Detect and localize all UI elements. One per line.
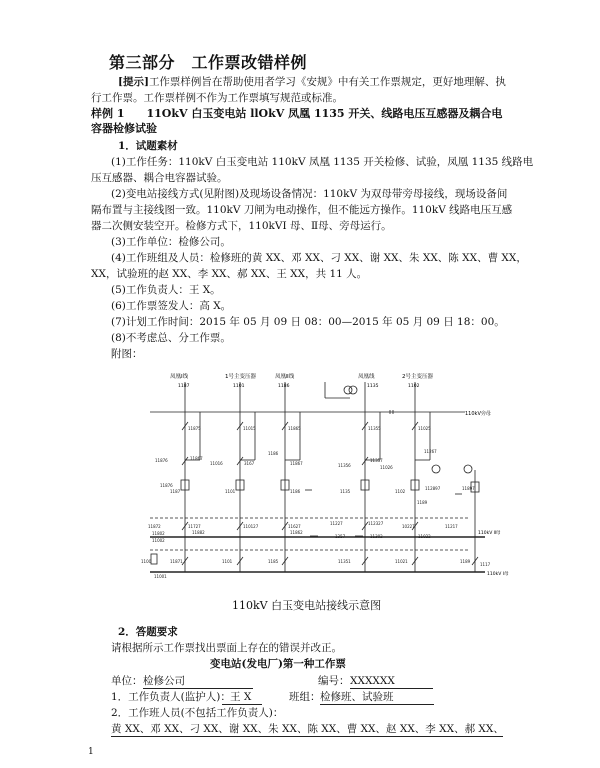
- item-line: 压互感器、耦合电容器试验。: [91, 172, 228, 184]
- switch-code: 1117: [480, 562, 491, 567]
- form-number-label: 编号：: [318, 675, 350, 687]
- page-title: 第三部分 工作票改错样例: [109, 53, 308, 72]
- switch-code: 11727: [188, 524, 201, 529]
- feeder-label: 凤凰Ⅱ线: [275, 374, 295, 380]
- feeder-label: 凤凰线: [358, 374, 375, 380]
- wiring-diagram: [140, 370, 510, 585]
- feeder-code: 1135: [367, 384, 379, 389]
- switch-code: 1100: [141, 559, 152, 564]
- switch-code: 11026: [380, 465, 393, 470]
- switch-code: 11015: [243, 426, 256, 431]
- switch-code: 3167: [244, 461, 255, 466]
- switch-code: 11227: [330, 521, 343, 526]
- item-line: 附图：: [111, 348, 143, 360]
- section-1-title: 1．试题素材: [118, 140, 178, 152]
- form-number-underline: [350, 688, 433, 689]
- switch-code-group: [141, 426, 491, 579]
- switch-code: 112897: [425, 486, 441, 491]
- switch-code: 1186: [268, 451, 279, 456]
- switch-code: 11627: [288, 524, 301, 529]
- form-team-underline: [320, 704, 434, 705]
- switch-code: 1189: [460, 559, 471, 564]
- item-line: XX，试验班的赵 XX、李 XX、郝 XX、王 XX，共 11 人。: [91, 268, 368, 280]
- form-members-value: 黄 XX、邓 XX、刁 XX、谢 XX、朱 XX、陈 XX、曹 XX、赵 XX、李 XX、郝 XX、: [111, 723, 504, 735]
- switch-code: 11217: [445, 524, 458, 529]
- switch-code: 11002: [152, 538, 165, 543]
- switch-code: 11862: [290, 530, 303, 535]
- switch-code: 11302: [370, 534, 383, 539]
- switch-code: 11357: [370, 458, 383, 463]
- switch-code: 11016: [210, 461, 223, 466]
- example-heading-2: 容器检修试验: [91, 122, 157, 135]
- switch-code: 11897: [462, 486, 475, 491]
- form-members-underline: [111, 736, 503, 737]
- form-number-value: XXXXXX: [350, 675, 395, 687]
- bus-label: 110kV旁母: [465, 411, 491, 417]
- form-leader-underline: [222, 704, 262, 705]
- feeder-label: 凤凰Ⅰ线: [170, 374, 189, 380]
- bus-label: 110kV Ⅰ母: [487, 572, 509, 577]
- example-heading-1: 样例 1 11OkV 白玉变电站 llOkV 凤凰 1135 开关、线路电压互感器及耦合电: [91, 107, 503, 120]
- switch-code: 1185: [268, 559, 279, 564]
- switch-code: 11865: [288, 426, 301, 431]
- switch-code: 11876: [160, 483, 173, 488]
- switch-code: 11875: [188, 426, 201, 431]
- switch-code: 11871: [170, 559, 183, 564]
- form-title: 变电站(发电厂)第一种工作票: [210, 658, 346, 670]
- form-leader-value: 王 X: [230, 691, 252, 703]
- tip-line-1: [118, 75, 506, 89]
- item-line: (5)工作负责人：王 X。: [111, 284, 221, 296]
- form-unit-underline: [143, 688, 253, 689]
- switch-code: 11876: [155, 458, 168, 463]
- page-number: 1: [88, 747, 94, 757]
- item-line: 器二次侧安装空开。检修方式下，110kVI 母、Ⅱ母、旁母运行。: [91, 220, 392, 232]
- switch-code: 1101: [222, 559, 233, 564]
- switch-code: 1102: [395, 489, 406, 494]
- switch-code: 11802: [152, 531, 165, 536]
- form-unit-label: 单位：: [111, 675, 143, 687]
- tip-line-2: 行工作票。工作票样例不作为工作票填写规范或标准。: [91, 92, 343, 104]
- switch-code: 11872: [148, 524, 161, 529]
- switch-code: 1189: [417, 500, 428, 505]
- switch-code: 11001: [154, 574, 167, 579]
- switch-code: 1187: [170, 489, 181, 494]
- switch-code: 110127: [243, 524, 259, 529]
- feeder-code: 1186: [278, 384, 290, 389]
- switch-code: 1101: [225, 489, 236, 494]
- item-line: (8)不考虑总、分工作票。: [111, 332, 231, 344]
- switch-code: 1135: [340, 489, 351, 494]
- diagram-caption: 110kV 白玉变电站接线示意图: [232, 599, 382, 612]
- switch-code: 112327: [368, 521, 384, 526]
- form-team-label: 班组：: [289, 691, 321, 703]
- switch-code: 11356: [338, 463, 351, 468]
- form-unit-value: 检修公司: [143, 675, 185, 687]
- item-line: (3)工作单位：检修公司。: [111, 236, 231, 248]
- bus-label: 110kV Ⅱ母: [478, 531, 501, 536]
- form-leader-label: 1．工作负责人(监护人)：: [111, 691, 231, 703]
- feeder-label: 1号主变压器: [225, 374, 256, 380]
- switch-code: 11021: [395, 559, 408, 564]
- section-2-title: 2．答题要求: [118, 626, 178, 638]
- form-team-value: 检修班、试验班: [320, 691, 394, 703]
- item-line: 隔布置与主接线图一致。110kV 刀闸为电动操作，但不能远方操作。110kV 线路电压互感: [91, 204, 513, 216]
- section-2-text: 请根据所示工作票找出票面上存在的错误并改正。: [111, 642, 342, 654]
- feeder-code: 1102: [408, 384, 420, 389]
- switch-code: 11351: [338, 559, 351, 564]
- switch-code: 11025: [418, 426, 431, 431]
- feeder-label: 2号主变压器: [402, 374, 433, 380]
- switch-code: 11022: [418, 534, 431, 539]
- item-line: (4)工作班组及人员：检修班的黄 XX、邓 XX、刁 XX、谢 XX、朱 XX、陈 XX、曹 XX，: [111, 252, 527, 264]
- item-line: (2)变电站接线方式(见附图)及现场设备情况：110kV 为双母带旁母接线，现场设备间: [111, 188, 508, 200]
- item-line: (6)工作票签发人：高 X。: [111, 300, 232, 312]
- switch-code: 11867: [190, 456, 203, 461]
- feeder-code: 1101: [233, 384, 245, 389]
- switch-code: 11882: [192, 530, 205, 535]
- switch-code: 11867: [290, 461, 303, 466]
- switch-code: 1186: [290, 489, 301, 494]
- switch-code: 11355: [368, 426, 381, 431]
- form-members-label: 2．工作班人员(不包括工作负责人)：: [111, 707, 284, 719]
- tip-text-1: 工作票样例旨在帮助使用者学习《安规》中有关工作票规定，更好地理解、执: [148, 76, 506, 88]
- switch-code: 1357: [335, 534, 346, 539]
- item-line: (1)工作任务：110kV 白玉变电站 110kV 凤凰 1135 开关检修、试验，凤凰 1135 线路电: [111, 156, 534, 168]
- switch-code: 11267: [424, 449, 437, 454]
- switch-code: 10227: [402, 524, 415, 529]
- item-line: (7)计划工作时间：2015 年 05 月 09 日 08：00—2015 年 05 月 09 日 18：00。: [111, 316, 505, 328]
- feeder-code: 1187: [178, 384, 190, 389]
- tip-label: [提示]: [118, 76, 149, 88]
